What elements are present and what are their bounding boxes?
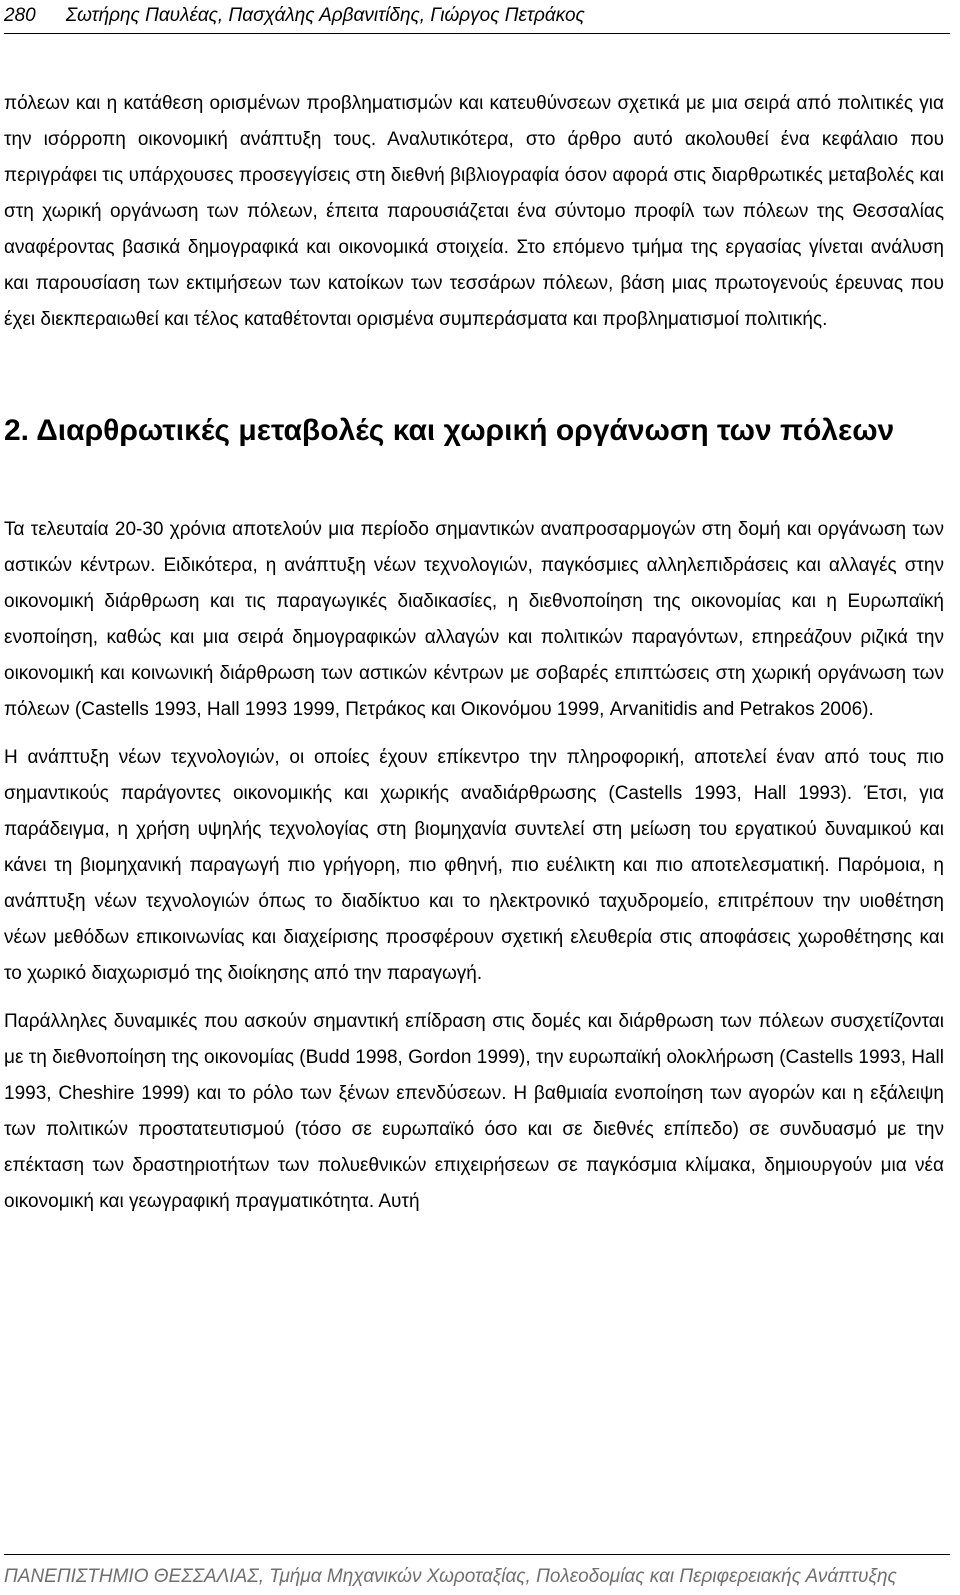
footer-divider: [4, 1554, 950, 1555]
section-heading: 2. Διαρθρωτικές μεταβολές και χωρική οργάνωση των πόλεων: [4, 414, 895, 447]
page-number: 280: [4, 5, 36, 26]
running-footer: ΠΑΝΕΠΙΣΤΗΜΙΟ ΘΕΣΣΑΛΙΑΣ, Τμήμα Μηχανικών Χωροταξίας, Πολεοδομίας και Περιφερειακής Ανάπτυξης: [4, 1566, 897, 1587]
main-content: [4, 86, 944, 1220]
body-paragraph-2: Η ανάπτυξη νέων τεχνολογιών, οι οποίες έχουν επίκεντρο την πληροφορική, αποτελεί έναν από τους πιο σημαντικούς παράγοντες οικονομικής και χωρικής αναδιάρθρωσης (Castells 1993, Hall 1993). Έτσι, για παράδειγμα, η χρήση υψηλής τεχνολογίας στη βιομηχανία συντελεί στη μείωση του εργατικού δυναμικού και κάνει τη βιομηχανική παραγωγή πιο γρήγορη, πιο φθηνή, πιο ευέλικτη και πιο αποτελεσματική. Παρόμοια, η ανάπτυξη νέων τεχνολογιών όπως το διαδίκτυο και το ηλεκτρονικό ταχυδρομείο, επιτρέπουν την υιοθέτηση νέων μεθόδων επικοινωνίας και διαχείρισης προσφέρουν σχετική ελευθερία στις αποφάσεις χωροθέτησης και το χωρικό διαχωρισμό της διοίκησης από την παραγωγή.: [4, 747, 944, 984]
body-paragraph-1: Τα τελευταία 20-30 χρόνια αποτελούν μια περίοδο σημαντικών αναπροσαρμογών στη δομή και οργάνωση των αστικών κέντρων. Ειδικότερα, η ανάπτυξη νέων τεχνολογιών, παγκόσμιες αλληλεπιδράσεις και αλλαγές στην οικονομική διάρθρωση και τις παραγωγικές διαδικασίες, η διεθνοποίηση της οικονομίας και η Ευρωπαϊκή ενοποίηση, καθώς και μια σειρά δημογραφικών αλλαγών και πολιτικών παραγόντων, επηρεάζουν ριζικά την οικονομική και κοινωνική διάρθρωση των αστικών κέντρων με σοβαρές επιπτώσεις στη χωρική οργάνωση των πόλεων (Castells 1993, Hall 1993 1999, Πετράκος και Οικονόμου 1999, Arvanitidis and Petrakos 2006).: [4, 519, 944, 720]
header-divider: [4, 33, 950, 34]
intro-paragraph: πόλεων και η κατάθεση ορισμένων προβληματισμών και κατευθύνσεων σχετικά με μια σειρά από πολιτικές για την ισόρροπη οικονομική ανάπτυξη τους. Αναλυτικότερα, στο άρθρο αυτό ακολουθεί ένα κεφάλαιο που περιγράφει τις υπάρχουσες προσεγγίσεις στη διεθνή βιβλιογραφία όσον αφορά στις διαρθρωτικές μεταβολές και στη χωρική οργάνωση των πόλεων, έπειτα παρουσιάζεται ένα σύντομο προφίλ των πόλεων της Θεσσαλίας αναφέροντας βασικά δημογραφικά και οικονομικά στοιχεία. Στο επόμενο τμήμα της εργασίας γίνεται ανάλυση και παρουσίαση των εκτιμήσεων των κατοίκων των τεσσάρων πόλεων, βάση μιας πρωτογενούς έρευνας που έχει διεκπεραιωθεί και τέλος καταθέτονται ορισμένα συμπεράσματα και προβληματισμοί πολιτικής.: [4, 93, 944, 330]
running-header: [4, 2, 950, 30]
body-paragraph-3: Παράλληλες δυναμικές που ασκούν σημαντική επίδραση στις δομές και διάρθρωση των πόλεων συσχετίζονται με τη διεθνοποίηση της οικονομίας (Budd 1998, Gordon 1999), την ευρωπαϊκή ολοκλήρωση (Castells 1993, Hall 1993, Cheshire 1999) και το ρόλο των ξένων επενδύσεων. Η βαθμιαία ενοποίηση των αγορών και η εξάλειψη των πολιτικών προστατευτισμού (τόσο σε ευρωπαϊκό όσο και σε διεθνές επίπεδο) σε συνδυασμό με την επέκταση των δραστηριοτήτων των πολυεθνικών επιχειρήσεων σε παγκόσμια κλίμακα, δημιουργούν μια νέα οικονομική και γεωγραφική πραγματικότητα. Αυτή: [4, 1011, 944, 1212]
header-authors: Σωτήρης Παυλέας, Πασχάλης Αρβανιτίδης, Γιώργος Πετράκος: [65, 5, 585, 26]
